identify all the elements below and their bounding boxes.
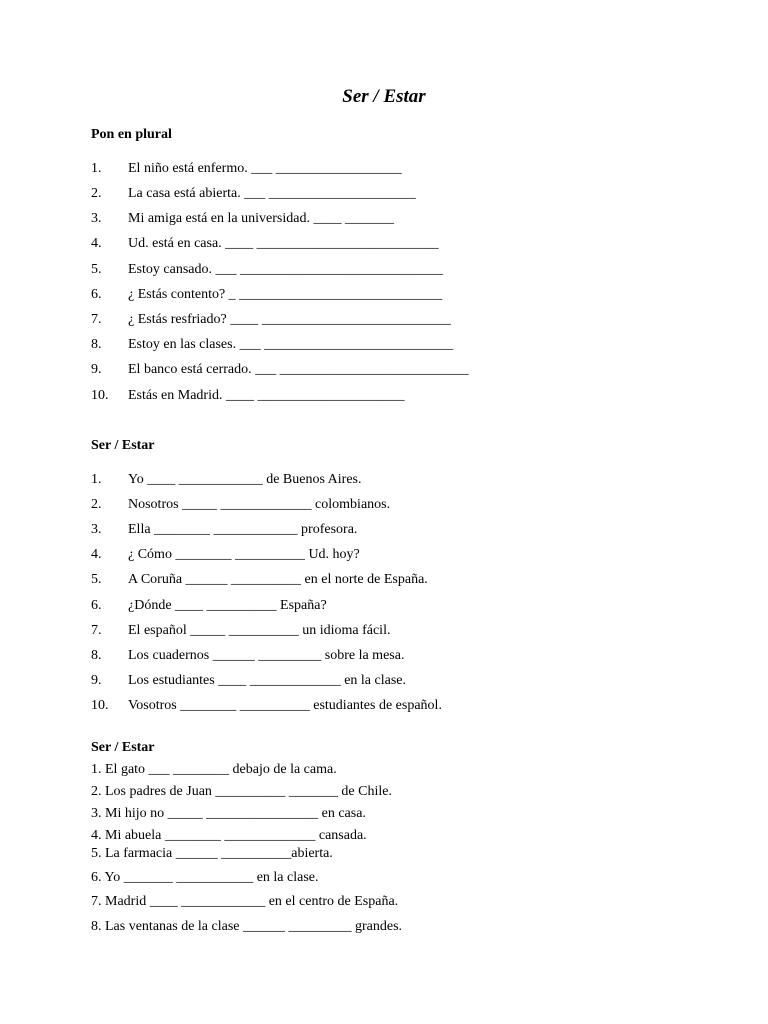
item-number: 3. bbox=[91, 522, 102, 537]
list-item: 6. Yo _______ ___________ en la clase. bbox=[91, 870, 319, 885]
list-item: 1. El gato ___ ________ debajo de la cama. bbox=[91, 762, 337, 777]
item-number: 6. bbox=[91, 287, 102, 302]
item-text: El niño está enfermo. ___ __________________ bbox=[128, 161, 402, 176]
list-item bbox=[91, 598, 327, 614]
item-number: 8. bbox=[91, 337, 102, 352]
item-number: 2. bbox=[91, 497, 102, 512]
item-text: Ud. está en casa. ____ __________________________ bbox=[128, 236, 439, 251]
item-text: ¿ Estás contento? _ _____________________________ bbox=[128, 287, 443, 302]
item-number: 4. bbox=[91, 547, 102, 562]
item-text: ¿ Estás resfriado? ____ ___________________________ bbox=[128, 312, 451, 327]
section-heading-ser-estar: Ser / Estar bbox=[91, 438, 155, 453]
list-item: 8. Las ventanas de la clase ______ _________ grandes. bbox=[91, 919, 403, 934]
list-item bbox=[91, 547, 360, 563]
item-text: El español _____ __________ un idioma fácil. bbox=[128, 623, 391, 638]
item-text: ¿ Cómo ________ __________ Ud. hoy? bbox=[128, 547, 360, 562]
list-item: 7. Madrid ____ ____________ en el centro de España. bbox=[91, 894, 399, 909]
list-item bbox=[91, 211, 394, 227]
item-number: 9. bbox=[91, 673, 102, 688]
item-number: 3. bbox=[91, 211, 102, 226]
item-number: 6. bbox=[91, 598, 102, 613]
item-text: Estoy cansado. ___ _____________________________ bbox=[128, 262, 443, 277]
list-item bbox=[91, 698, 442, 714]
list-item bbox=[91, 572, 428, 588]
item-text: Ella ________ ____________ profesora. bbox=[128, 522, 358, 537]
item-number: 7. bbox=[91, 312, 102, 327]
item-number: 8. bbox=[91, 648, 102, 663]
item-text: Vosotros ________ __________ estudiantes de español. bbox=[128, 698, 442, 713]
item-text: Los cuadernos ______ _________ sobre la mesa. bbox=[128, 648, 405, 663]
item-text: Los estudiantes ____ _____________ en la clase. bbox=[128, 673, 407, 688]
list-item bbox=[91, 673, 406, 689]
item-number: 10. bbox=[91, 698, 109, 713]
list-item bbox=[91, 623, 390, 639]
list-item bbox=[91, 337, 453, 353]
item-text: ¿Dónde ____ __________ España? bbox=[128, 598, 327, 613]
list-item bbox=[91, 497, 390, 513]
section-heading-ser-estar-2: Ser / Estar bbox=[91, 740, 155, 755]
item-number: 1. bbox=[91, 161, 102, 176]
list-item: 4. Mi abuela ________ _____________ cansada. bbox=[91, 828, 367, 843]
item-text: Mi amiga está en la universidad. ____ _______ bbox=[128, 211, 394, 226]
section-heading-pon-en-plural: Pon en plural bbox=[91, 127, 172, 142]
item-text: Yo ____ ____________ de Buenos Aires. bbox=[128, 472, 362, 487]
item-text: Estoy en las clases. ___ ___________________________ bbox=[128, 337, 454, 352]
page-title: Ser / Estar bbox=[342, 86, 426, 107]
item-text: Estás en Madrid. ____ _____________________ bbox=[128, 388, 405, 403]
item-number: 5. bbox=[91, 572, 102, 587]
list-item bbox=[91, 287, 442, 303]
list-item bbox=[91, 522, 357, 538]
list-item bbox=[91, 472, 361, 488]
list-item bbox=[91, 236, 439, 252]
item-text: La casa está abierta. ___ _____________________ bbox=[128, 186, 416, 201]
list-item: 5. La farmacia ______ __________abierta. bbox=[91, 846, 333, 861]
list-item bbox=[91, 186, 416, 202]
item-text: Nosotros _____ _____________ colombianos. bbox=[128, 497, 391, 512]
item-number: 10. bbox=[91, 388, 109, 403]
list-item bbox=[91, 648, 404, 664]
item-number: 4. bbox=[91, 236, 102, 251]
list-item bbox=[91, 388, 404, 404]
item-number: 1. bbox=[91, 472, 102, 487]
item-number: 5. bbox=[91, 262, 102, 277]
list-item bbox=[91, 161, 402, 177]
item-number: 9. bbox=[91, 362, 102, 377]
list-item: 3. Mi hijo no _____ ________________ en casa. bbox=[91, 806, 366, 821]
list-item bbox=[91, 362, 469, 378]
list-item bbox=[91, 312, 451, 328]
item-number: 7. bbox=[91, 623, 102, 638]
list-item: 2. Los padres de Juan __________ _______ de Chile. bbox=[91, 784, 392, 799]
item-text: A Coruña ______ __________ en el norte de España. bbox=[128, 572, 428, 587]
item-number: 2. bbox=[91, 186, 102, 201]
item-text: El banco está cerrado. ___ ___________________________ bbox=[128, 362, 469, 377]
list-item bbox=[91, 262, 443, 278]
